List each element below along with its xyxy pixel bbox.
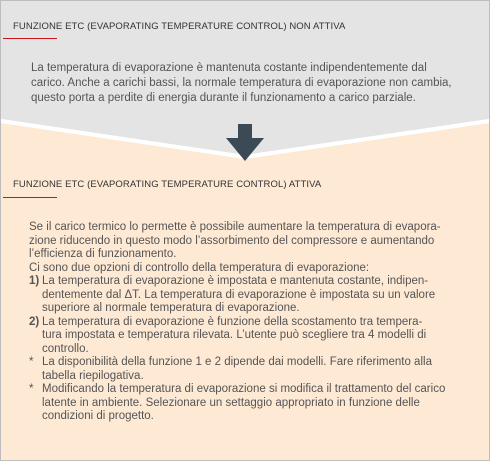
text-line: zione riducendo in questo modo l’assorbimento del compressore e aumentando bbox=[29, 234, 435, 247]
text-line: tabella riepilogativa. bbox=[42, 369, 144, 382]
text-line: La disponibilità della funzione 1 e 2 dipende dai modelli. Fare riferimento alla bbox=[42, 356, 432, 368]
text-line: Ci sono due opzioni di controllo della temperatura di evaporazione: bbox=[29, 261, 370, 274]
text-line: tura impostata e temperatura rilevata. L’utente può scegliere tra 4 modelli di bbox=[42, 329, 427, 341]
option-item bbox=[29, 316, 469, 357]
text-line: La temperatura di evaporazione è funzione della scostamento tra tempera- bbox=[42, 315, 423, 328]
text-line: l’efficienza di funzionamento. bbox=[29, 248, 177, 260]
text-line: dentemente dal ΔT. La temperatura di evaporazione è impostata su un valore bbox=[42, 288, 436, 301]
text-line: Se il carico termico lo permette è possibile aumentare la temperatura di evapora- bbox=[29, 221, 441, 233]
note-marker: * bbox=[29, 356, 34, 368]
text-line: Modificando la temperatura di evaporazione si modifica il trattamento del carico bbox=[42, 383, 446, 395]
option-marker: 1) bbox=[29, 275, 40, 287]
text-line: condizioni di progetto. bbox=[42, 410, 154, 422]
option-marker: 2) bbox=[29, 315, 40, 328]
text-line: superiore al normale temperatura di evaporazione. bbox=[42, 302, 300, 314]
text-line: questo porta a perdite di energia durante il funzionamento a carico parziale. bbox=[31, 92, 416, 104]
text-line: latente in ambiente. Selezionare un settaggio appropriato in funzione delle bbox=[42, 396, 420, 409]
text-line: La temperatura di evaporazione è impostata e mantenuta costante, indipen- bbox=[42, 275, 429, 287]
text-line: La temperatura di evaporazione è mantenuta costante indipendentemente dal bbox=[31, 62, 427, 74]
active-heading: FUNZIONE ETC (EVAPORATING TEMPERATURE CONTROL) ATTIVA bbox=[13, 179, 322, 190]
note-marker: * bbox=[29, 383, 34, 395]
text-line: controllo. bbox=[42, 342, 89, 355]
heading-rule bbox=[3, 38, 57, 39]
option-item bbox=[29, 275, 469, 316]
note-item bbox=[29, 356, 469, 383]
inactive-heading: FUNZIONE ETC (EVAPORATING TEMPERATURE CONTROL) NON ATTIVA bbox=[13, 21, 346, 32]
active-description bbox=[29, 221, 469, 424]
heading-rule bbox=[3, 197, 57, 198]
note-item bbox=[29, 383, 469, 424]
text-line: carico. Anche a carichi bassi, la normale temperatura di evaporazione non cambia, bbox=[31, 77, 452, 89]
inactive-description bbox=[31, 61, 471, 106]
